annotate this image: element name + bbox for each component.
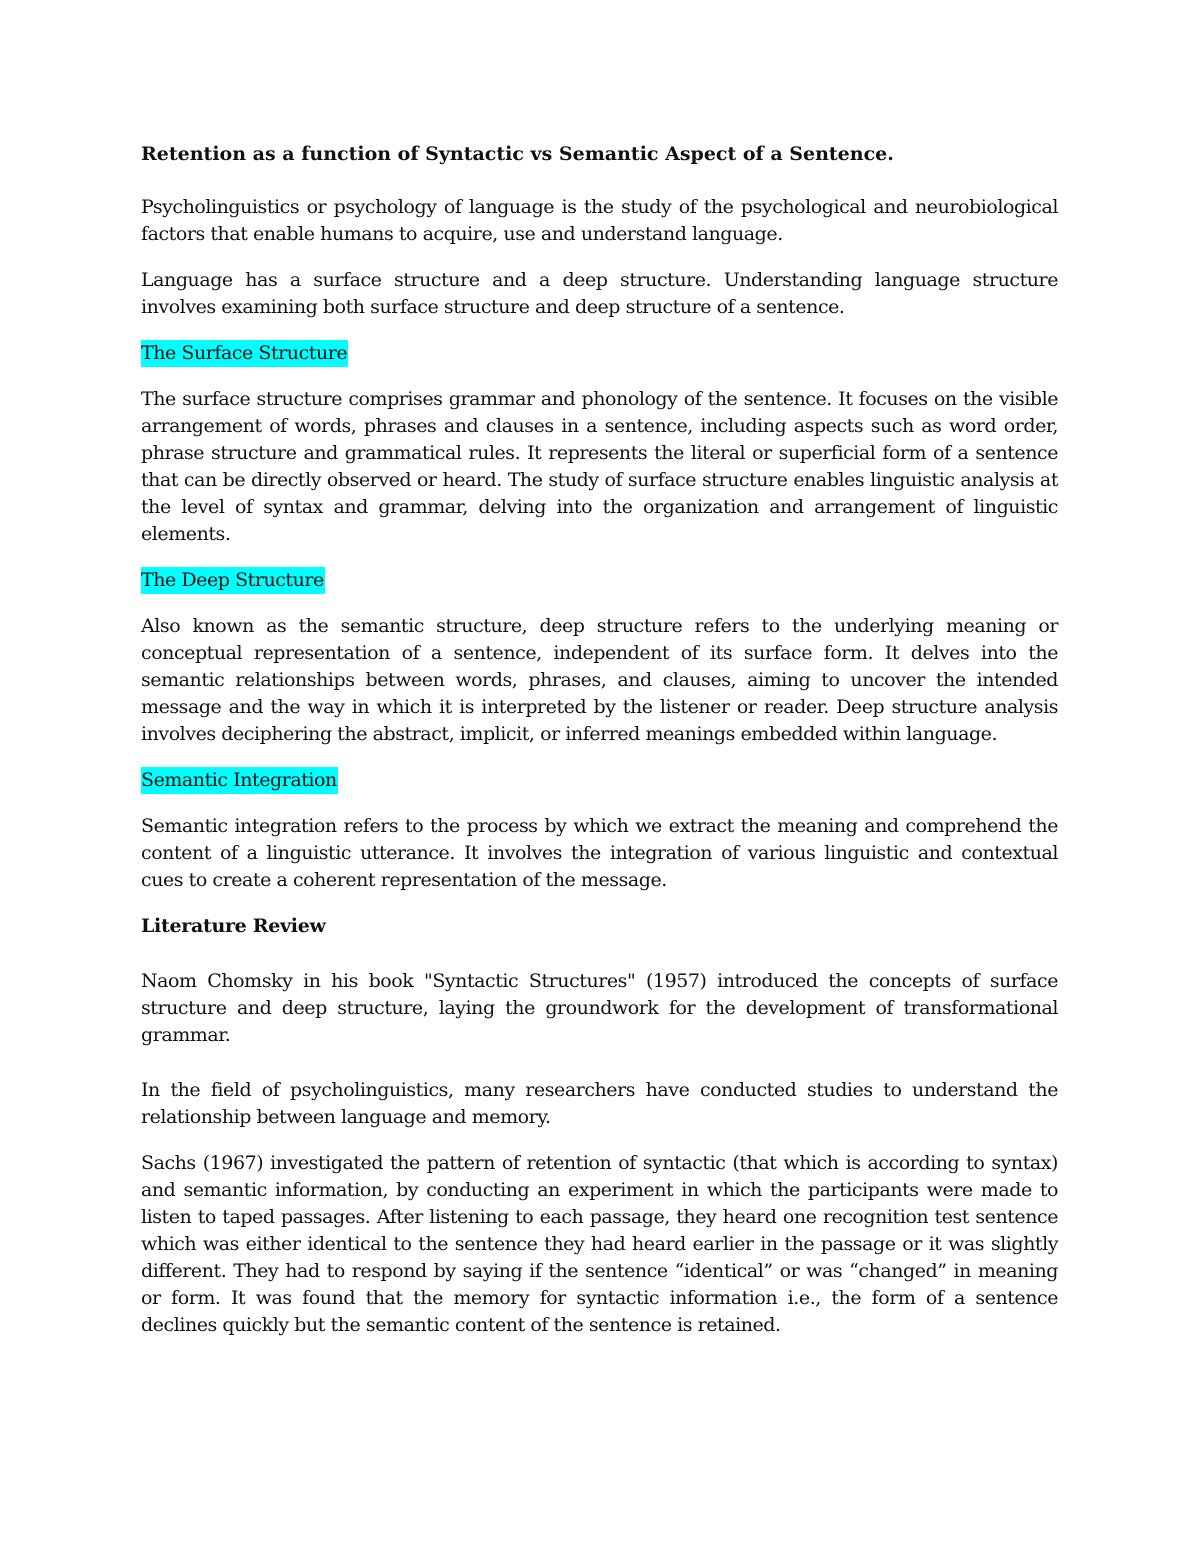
section-paragraph: Also known as the semantic structure, deep structure refers to the underlying meaning or conceptual representation of a sentence, independent of its surface form. It delves into the semantic relationships between words, phrases, and clauses, aiming to uncover the intended message and the way in which it is interpreted by the listener or reader. Deep structure analysis involves deciphering the abstract, implicit, or inferred meanings embedded within language. <box>141 615 1058 745</box>
section-semantic-integration <box>141 767 1058 813</box>
literature-paragraph: In the field of psycholinguistics, many researchers have conducted studies to understand the relationship between language and memory. <box>141 1079 1058 1128</box>
document-title: Retention as a function of Syntactic vs Semantic Aspect of a Sentence. <box>141 143 894 165</box>
intro-paragraph: Language has a surface structure and a deep structure. Understanding language structure involves examining both surface structure and deep structure of a sentence. <box>141 269 1058 318</box>
highlighted-heading: The Surface Structure <box>141 340 348 367</box>
section-deep-structure <box>141 567 1058 613</box>
section-paragraph: The surface structure comprises grammar and phonology of the sentence. It focuses on the visible arrangement of words, phrases and clauses in a sentence, including aspects such as word order, phrase structure and grammatical rules. It represents the literal or superficial form of a sentence that can be directly observed or heard. The study of surface structure enables linguistic analysis at the level of syntax and grammar, delving into the organization and arrangement of linguistic elements. <box>141 388 1058 545</box>
document-body <box>141 141 1058 1358</box>
literature-review-heading: Literature Review <box>141 915 326 937</box>
literature-paragraph: Naom Chomsky in his book "Syntactic Structures" (1957) introduced the concepts of surface structure and deep structure, laying the groundwork for the development of transformational grammar. <box>141 970 1058 1046</box>
highlighted-heading: The Deep Structure <box>141 567 325 594</box>
section-surface-structure <box>141 340 1058 386</box>
intro-paragraph: Psycholinguistics or psychology of language is the study of the psychological and neurobiological factors that enable humans to acquire, use and understand language. <box>141 196 1058 245</box>
literature-paragraph: Sachs (1967) investigated the pattern of retention of syntactic (that which is according to syntax) and semantic information, by conducting an experiment in which the participants were made to listen to taped passages. After listening to each passage, they heard one recognition test sentence which was either identical to the sentence they had heard earlier in the passage or it was slightly different. They had to respond by saying if the sentence “identical” or was “changed” in meaning or form. It was found that the memory for syntactic information i.e., the form of a sentence declines quickly but the semantic content of the sentence is retained. <box>141 1152 1058 1336</box>
section-paragraph: Semantic integration refers to the process by which we extract the meaning and comprehend the content of a linguistic utterance. It involves the integration of various linguistic and contextual cues to create a coherent representation of the message. <box>141 815 1058 891</box>
highlighted-heading: Semantic Integration <box>141 767 338 794</box>
